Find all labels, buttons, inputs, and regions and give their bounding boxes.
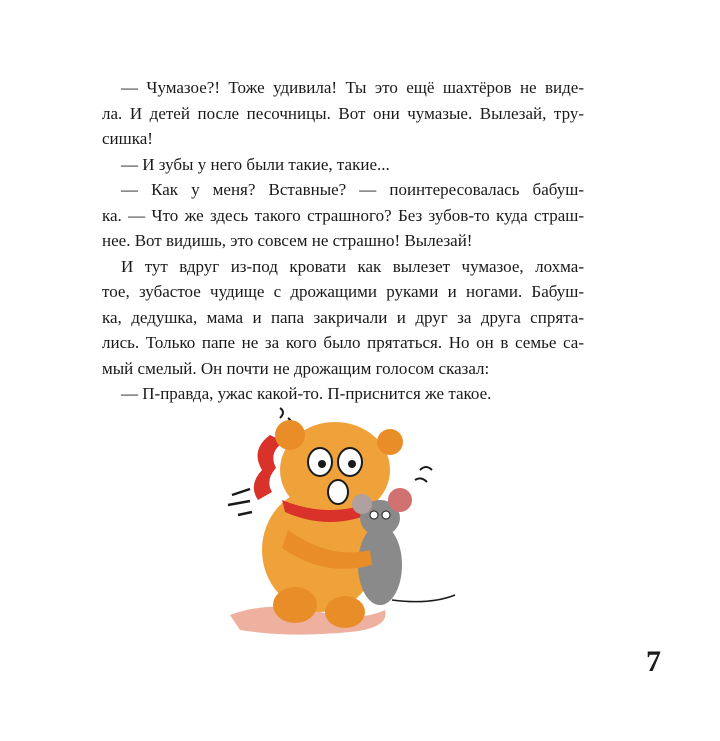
text-line: ла. И детей после песочницы. Вот они чумазые. Вылезай, тру- [102,103,584,123]
text-line: — Как у меня? Вставные? — поинтересовалась бабуш- [121,180,584,199]
mouse-tail [392,595,455,602]
mouse-eye-right [382,511,390,519]
text-line: — Чумазое?! Тоже удивила! Ты это ещё шахтёров не виде- [121,78,584,97]
mouse-eye-left [370,511,378,519]
bear-leg-left [273,587,317,623]
bear-mouth [328,480,348,504]
text-line: — И зубы у него были такие, такие... [121,154,390,174]
text-line: ка. — Что же здесь такого страшного? Без зубов-то куда страш- [102,205,584,225]
bear-leg-right [325,596,365,628]
text-line: ка, дедушка, мама и папа закричали и друг за друга спрята- [102,307,584,327]
text-line: нее. Вот видишь, это совсем не страшно! Вылезай! [102,231,473,250]
text-line: мый смелый. Он почти не дрожащим голосом сказал: [102,358,490,378]
text-line: лись. Только папе не за кого было прятаться. Но он в семье са- [102,333,584,352]
page-number: 7 [646,645,661,678]
bear-holding-mouse-illustration [210,400,470,650]
text-line: — П-правда, ужас какой-то. П-приснится же такое. [121,384,492,403]
motion-marks-right [415,467,432,482]
text-line: И тут вдруг из-под кровати как вылезет чумазое, лохма- [121,256,584,276]
bear-ear-right [377,429,403,455]
bear-ear-left [275,420,305,450]
mouse-ear-left [352,494,372,514]
motion-marks-left [228,489,252,515]
story-text [102,75,584,407]
mouse-ear-right [388,488,412,512]
text-line: сишка! [102,129,153,148]
text-line: тое, зубастое чудище с дрожащими руками и ногами. Бабуш- [102,282,584,301]
bear-pupil-right [348,460,356,468]
bear-pupil-left [318,460,326,468]
